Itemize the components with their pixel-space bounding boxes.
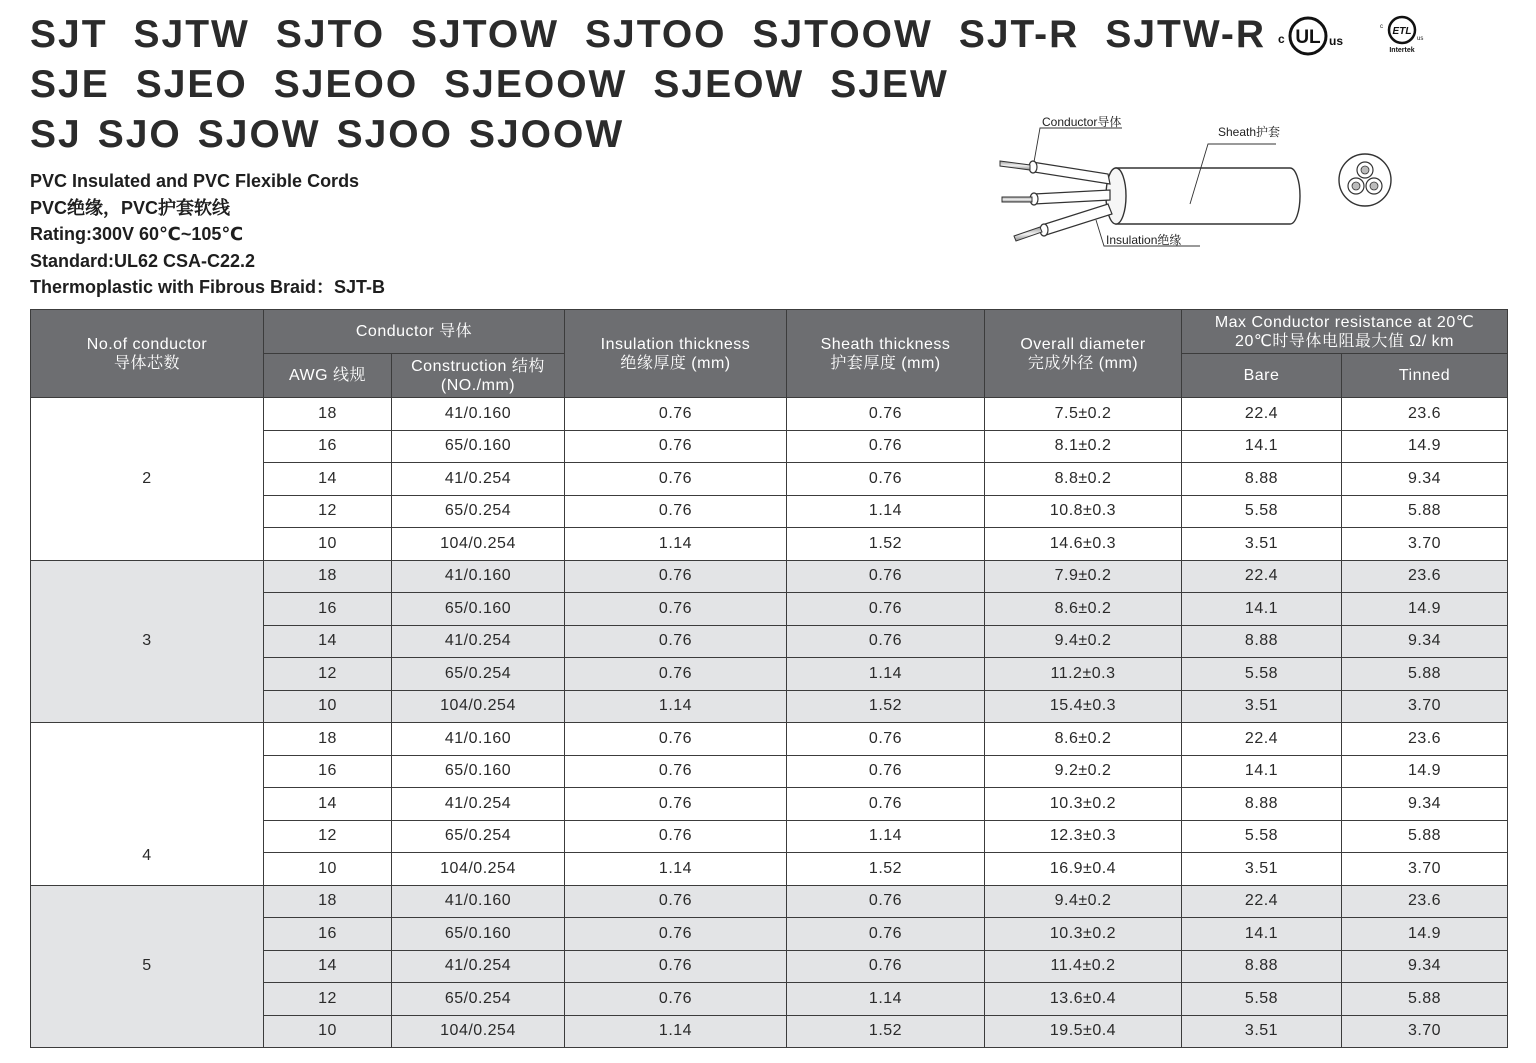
diameter-cell: 10.3±0.2: [985, 788, 1182, 821]
awg-cell: 16: [264, 430, 392, 463]
model-code: SJT: [30, 13, 108, 56]
etl-mark-text: ETL: [1392, 26, 1412, 37]
tinned-cell: 14.9: [1342, 430, 1508, 463]
insulation-cell: 0.76: [565, 820, 787, 853]
diameter-cell: 8.1±0.2: [985, 430, 1182, 463]
etl-us-text: us: [1417, 36, 1424, 42]
awg-cell: 18: [264, 560, 392, 593]
tinned-cell: 14.9: [1342, 918, 1508, 951]
header-text: 20℃时导体电阻最大值 Ω/ km: [1235, 332, 1454, 350]
diameter-cell: 9.2±0.2: [985, 755, 1182, 788]
insulation-cell: 0.76: [565, 885, 787, 918]
diameter-cell: 8.6±0.2: [985, 593, 1182, 626]
sheath-cell: 0.76: [787, 723, 985, 756]
insulation-cell: 1.14: [565, 853, 787, 886]
tinned-cell: 3.70: [1342, 528, 1508, 561]
diameter-cell: 14.6±0.3: [985, 528, 1182, 561]
product-info: [30, 168, 385, 301]
model-code: SJ: [30, 113, 82, 156]
model-code: SJTOOW: [752, 13, 933, 56]
diameter-cell: 10.3±0.2: [985, 918, 1182, 951]
model-code: SJTOO: [585, 13, 727, 56]
title-line-1: [30, 10, 1292, 60]
standard-text: Standard:UL62 CSA-C22.2: [30, 250, 256, 271]
model-code: SJEOO: [273, 63, 419, 106]
insulation-cell: 0.76: [565, 723, 787, 756]
construction-cell: 65/0.160: [392, 593, 565, 626]
diameter-cell: 9.4±0.2: [985, 885, 1182, 918]
insulation-cell: 0.76: [565, 398, 787, 431]
insulation-cell: 0.76: [565, 918, 787, 951]
bare-cell: 8.88: [1182, 463, 1342, 496]
diameter-cell: 19.5±0.4: [985, 1015, 1182, 1048]
tinned-cell: 3.70: [1342, 1015, 1508, 1048]
construction-cell: 41/0.254: [392, 950, 565, 983]
header-text: 护套厚度 (mm): [830, 354, 941, 372]
tinned-cell: 23.6: [1342, 560, 1508, 593]
model-code: SJOOW: [468, 113, 625, 156]
diameter-cell: 15.4±0.3: [985, 690, 1182, 723]
diameter-cell: 16.9±0.4: [985, 853, 1182, 886]
model-code: SJTOW: [411, 13, 559, 56]
diameter-cell: 8.8±0.2: [985, 463, 1182, 496]
braid-text: Thermoplastic with Fibrous Braid：SJT-B: [30, 277, 386, 297]
construction-cell: 104/0.254: [392, 690, 565, 723]
header-text: Max Conductor resistance at 20℃: [1214, 313, 1475, 331]
tinned-cell: 5.88: [1342, 983, 1508, 1016]
sheath-shape: [1106, 168, 1300, 224]
model-code: SJOO: [336, 113, 453, 156]
diameter-cell: 9.4±0.2: [985, 625, 1182, 658]
model-code: SJOW: [197, 113, 321, 156]
etl-c-text: c: [1380, 24, 1383, 30]
sheath-cell: 0.76: [787, 950, 985, 983]
sheath-cell: 1.52: [787, 528, 985, 561]
model-code: SJEW: [830, 63, 949, 106]
model-code: SJTW: [133, 13, 250, 56]
sheath-cell: 0.76: [787, 885, 985, 918]
model-code: SJO: [97, 113, 182, 156]
header-insulation: [565, 310, 787, 398]
bare-cell: 22.4: [1182, 885, 1342, 918]
insulation-cell: 0.76: [565, 430, 787, 463]
model-code: SJEOW: [653, 63, 805, 106]
insulation-cell: 0.76: [565, 950, 787, 983]
ul-mark-text: UL: [1295, 27, 1321, 48]
insulated-conductors: [1029, 161, 1112, 236]
awg-cell: 12: [264, 658, 392, 691]
diameter-cell: 10.8±0.3: [985, 495, 1182, 528]
header-bare: Bare: [1182, 354, 1342, 398]
awg-cell: 18: [264, 885, 392, 918]
cable-structure-diagram: [990, 108, 1410, 258]
model-code: SJE: [30, 63, 110, 106]
construction-cell: 104/0.254: [392, 853, 565, 886]
construction-cell: 65/0.160: [392, 430, 565, 463]
model-code: SJT-R: [958, 13, 1080, 56]
tinned-cell: 9.34: [1342, 463, 1508, 496]
title-line-2: [30, 60, 1292, 110]
header-text: (NO./mm): [440, 376, 516, 394]
sheath-cell: 0.76: [787, 430, 985, 463]
sheath-cell: 0.76: [787, 788, 985, 821]
sheath-cell: 0.76: [787, 593, 985, 626]
tinned-cell: 5.88: [1342, 495, 1508, 528]
insulation-cell: 0.76: [565, 495, 787, 528]
diameter-cell: 7.5±0.2: [985, 398, 1182, 431]
awg-cell: 12: [264, 495, 392, 528]
sheath-cell: 1.14: [787, 983, 985, 1016]
bare-cell: 22.4: [1182, 560, 1342, 593]
construction-cell: 104/0.254: [392, 528, 565, 561]
tinned-cell: 5.88: [1342, 658, 1508, 691]
description-en: PVC Insulated and PVC Flexible Cords: [30, 171, 360, 191]
conductor-count-cell: 5: [31, 885, 264, 1048]
awg-cell: 16: [264, 918, 392, 951]
header-resistance: [1182, 310, 1508, 354]
insulation-cell: 0.76: [565, 755, 787, 788]
awg-cell: 16: [264, 755, 392, 788]
conductor-count-cell: 3: [31, 560, 264, 723]
insulation-cell: 0.76: [565, 463, 787, 496]
construction-cell: 41/0.254: [392, 625, 565, 658]
bare-cell: 3.51: [1182, 1015, 1342, 1048]
sheath-label: Sheath护套: [1218, 125, 1281, 139]
ul-us-text: us: [1329, 34, 1344, 48]
sheath-cell: 0.76: [787, 755, 985, 788]
bare-cell: 14.1: [1182, 918, 1342, 951]
awg-cell: 14: [264, 950, 392, 983]
conductor-count-cell: 2: [31, 398, 264, 561]
header-text: 导体芯数: [113, 354, 180, 372]
insulation-cell: 1.14: [565, 528, 787, 561]
insulation-cell: 0.76: [565, 658, 787, 691]
awg-cell: 10: [264, 528, 392, 561]
header-sheath: [787, 310, 985, 398]
awg-cell: 10: [264, 853, 392, 886]
construction-cell: 41/0.160: [392, 885, 565, 918]
bare-cell: 5.58: [1182, 495, 1342, 528]
sheath-cell: 1.52: [787, 1015, 985, 1048]
tinned-cell: 9.34: [1342, 950, 1508, 983]
bare-cell: 3.51: [1182, 853, 1342, 886]
sheath-cell: 0.76: [787, 918, 985, 951]
header-no-conductor: [31, 310, 264, 398]
model-code: SJTW-R: [1105, 13, 1267, 56]
header-conductor: Conductor 导体: [264, 310, 565, 354]
construction-cell: 41/0.160: [392, 398, 565, 431]
awg-cell: 16: [264, 593, 392, 626]
tinned-cell: 23.6: [1342, 885, 1508, 918]
construction-cell: 65/0.254: [392, 658, 565, 691]
diameter-cell: 7.9±0.2: [985, 560, 1182, 593]
tinned-cell: 5.88: [1342, 820, 1508, 853]
diameter-cell: 11.4±0.2: [985, 950, 1182, 983]
bare-cell: 14.1: [1182, 430, 1342, 463]
table-row: [31, 560, 1508, 593]
awg-cell: 18: [264, 398, 392, 431]
construction-cell: 104/0.254: [392, 1015, 565, 1048]
ul-c-text: c: [1278, 32, 1285, 46]
table-row: [31, 398, 1508, 431]
sheath-cell: 0.76: [787, 560, 985, 593]
construction-cell: 65/0.160: [392, 918, 565, 951]
tinned-cell: 23.6: [1342, 723, 1508, 756]
construction-cell: 65/0.254: [392, 495, 565, 528]
conductor-count-cell: 4: [31, 723, 264, 886]
bare-cell: 8.88: [1182, 625, 1342, 658]
bare-cell: 5.58: [1182, 820, 1342, 853]
bare-cell: 3.51: [1182, 528, 1342, 561]
insulation-cell: 0.76: [565, 625, 787, 658]
sheath-cell: 0.76: [787, 398, 985, 431]
model-code: SJEOOW: [444, 63, 628, 106]
table-row: [31, 723, 1508, 756]
construction-cell: 65/0.254: [392, 983, 565, 1016]
diameter-cell: 8.6±0.2: [985, 723, 1182, 756]
awg-cell: 12: [264, 983, 392, 1016]
construction-cell: 41/0.160: [392, 560, 565, 593]
ul-certification-logo: [1276, 14, 1356, 58]
bare-cell: 5.58: [1182, 983, 1342, 1016]
sheath-cell: 1.52: [787, 690, 985, 723]
sheath-cell: 1.14: [787, 658, 985, 691]
header-diameter: [985, 310, 1182, 398]
cross-section-icon: [1339, 154, 1391, 206]
awg-cell: 18: [264, 723, 392, 756]
insulation-cell: 1.14: [565, 690, 787, 723]
construction-cell: 65/0.254: [392, 820, 565, 853]
header-text: Sheath thickness: [820, 335, 951, 353]
diameter-cell: 12.3±0.3: [985, 820, 1182, 853]
diameter-cell: 13.6±0.4: [985, 983, 1182, 1016]
insulation-label: Insulation绝缘: [1106, 233, 1182, 247]
sheath-cell: 1.52: [787, 853, 985, 886]
awg-cell: 14: [264, 788, 392, 821]
insulation-cell: 0.76: [565, 593, 787, 626]
sheath-cell: 0.76: [787, 625, 985, 658]
conductor-label: Conductor导体: [1042, 115, 1122, 129]
construction-cell: 41/0.254: [392, 463, 565, 496]
tinned-cell: 9.34: [1342, 788, 1508, 821]
bare-cell: 14.1: [1182, 755, 1342, 788]
bare-cell: 5.58: [1182, 658, 1342, 691]
insulation-cell: 0.76: [565, 983, 787, 1016]
tinned-cell: 14.9: [1342, 593, 1508, 626]
insulation-cell: 1.14: [565, 1015, 787, 1048]
construction-cell: 41/0.254: [392, 788, 565, 821]
awg-cell: 14: [264, 463, 392, 496]
header-construction: [392, 354, 565, 398]
awg-cell: 14: [264, 625, 392, 658]
bare-cell: 8.88: [1182, 788, 1342, 821]
bare-cell: 22.4: [1182, 398, 1342, 431]
model-code: SJEO: [135, 63, 248, 106]
tinned-cell: 9.34: [1342, 625, 1508, 658]
insulation-cell: 0.76: [565, 560, 787, 593]
header-text: Overall diameter: [1020, 335, 1146, 353]
header-text: Construction 结构: [411, 357, 545, 375]
sheath-cell: 1.14: [787, 820, 985, 853]
table-body: [31, 398, 1508, 1048]
tinned-cell: 3.70: [1342, 690, 1508, 723]
bare-cell: 22.4: [1182, 723, 1342, 756]
header-text: No.of conductor: [86, 335, 208, 353]
description-cn: PVC绝缘，PVC护套软线: [30, 197, 231, 218]
bare-cell: 3.51: [1182, 690, 1342, 723]
header-text: 完成外径 (mm): [1027, 354, 1139, 372]
bare-cell: 8.88: [1182, 950, 1342, 983]
tinned-cell: 23.6: [1342, 398, 1508, 431]
awg-cell: 10: [264, 690, 392, 723]
header-tinned: Tinned: [1342, 354, 1508, 398]
etl-company-text: Intertek: [1389, 47, 1415, 54]
diameter-cell: 11.2±0.3: [985, 658, 1182, 691]
etl-certification-logo: [1380, 14, 1428, 58]
header-text: 绝缘厚度 (mm): [620, 354, 731, 372]
header-awg: AWG 线规: [264, 354, 392, 398]
sheath-cell: 1.14: [787, 495, 985, 528]
bare-cell: 14.1: [1182, 593, 1342, 626]
insulation-cell: 0.76: [565, 788, 787, 821]
header-text: Insulation thickness: [600, 335, 751, 353]
tinned-cell: 3.70: [1342, 853, 1508, 886]
awg-cell: 10: [264, 1015, 392, 1048]
table-row: [31, 885, 1508, 918]
construction-cell: 41/0.160: [392, 723, 565, 756]
model-code: SJTO: [275, 13, 386, 56]
construction-cell: 65/0.160: [392, 755, 565, 788]
awg-cell: 12: [264, 820, 392, 853]
sheath-cell: 0.76: [787, 463, 985, 496]
table-header: [31, 310, 1508, 398]
rating-text: Rating:300V 60℃~105℃: [30, 224, 244, 244]
specification-table: [30, 309, 1508, 1048]
tinned-cell: 14.9: [1342, 755, 1508, 788]
